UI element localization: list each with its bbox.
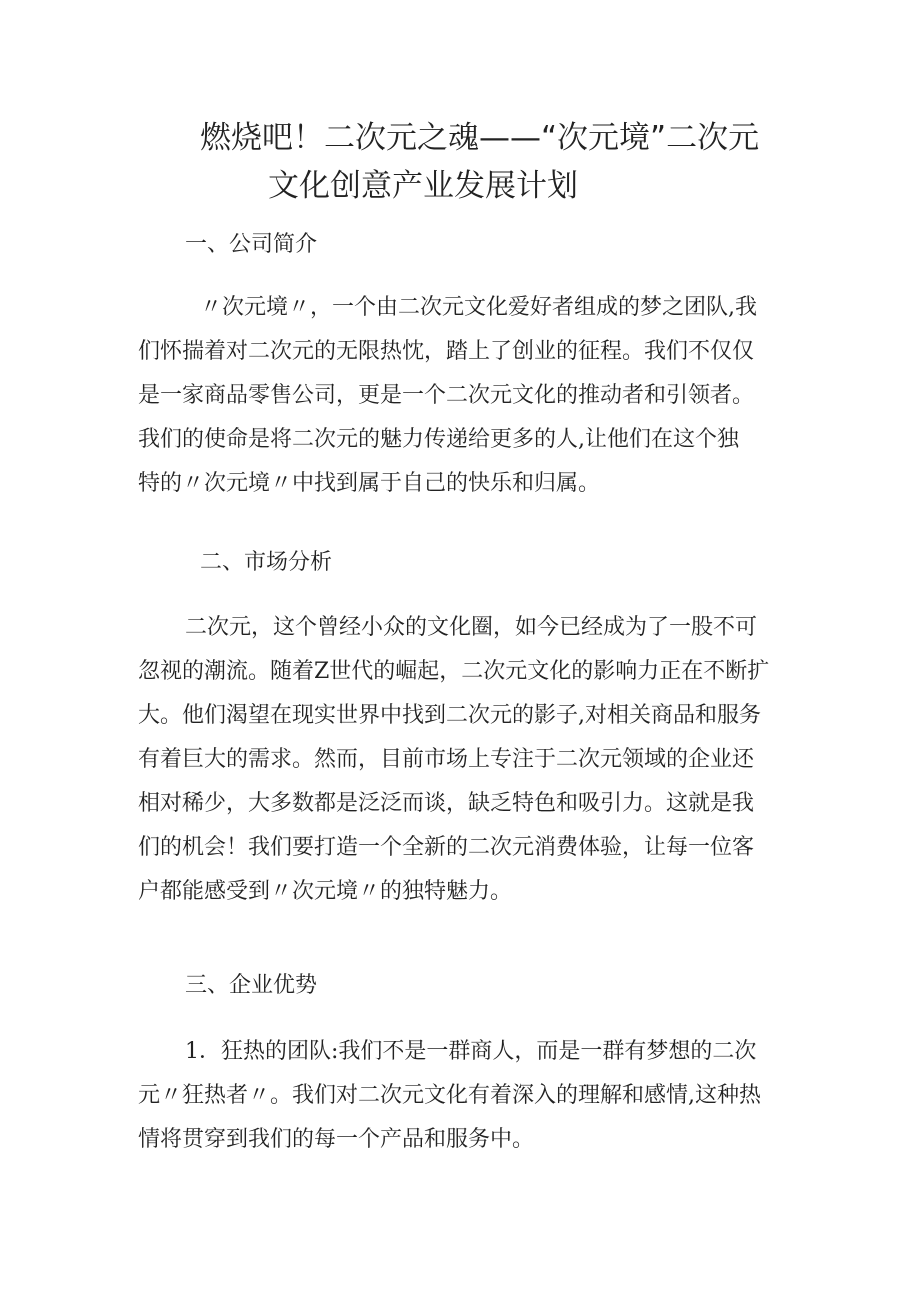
paragraph-company-profile <box>138 286 798 506</box>
paragraph-line: 们怀揣着对二次元的无限热忱，踏上了创业的征程。我们不仅仅 <box>138 339 755 364</box>
paragraph-advantage-1 <box>138 1030 798 1162</box>
document-title-line-2: 文化创意产业发展计划 <box>268 168 578 204</box>
section-heading-company-profile: 一、公司简介 <box>185 232 318 257</box>
paragraph-line: 特的〃次元境〃中找到属于自己的快乐和归属。 <box>138 471 601 496</box>
paragraph-line: 忽视的潮流。随着Z世代的崛起，二次元文化的影响力正在不断扩 <box>138 659 770 684</box>
paragraph-line: 我们的使命是将二次元的魅力传递给更多的人,让他们在这个独 <box>138 427 739 452</box>
paragraph-line: 是一家商品零售公司，更是一个二次元文化的推动者和引领者。 <box>138 383 755 408</box>
paragraph-line: 户都能感受到〃次元境〃的独特魅力。 <box>138 879 513 904</box>
paragraph-market-analysis <box>138 606 798 914</box>
section-heading-advantages: 三、企业优势 <box>185 973 318 998</box>
paragraph-line: 元〃狂热者〃。我们对二次元文化有着深入的理解和感情,这种热 <box>138 1083 761 1108</box>
paragraph-line: 情将贯穿到我们的每一个产品和服务中。 <box>138 1127 535 1152</box>
section-heading-market-analysis: 二、市场分析 <box>200 550 333 575</box>
paragraph-line: 〃次元境〃，一个由二次元文化爱好者组成的梦之团队,我 <box>200 295 757 320</box>
paragraph-line: 二次元，这个曾经小众的文化圈，如今已经成为了一股不可 <box>185 615 758 640</box>
paragraph-line: 大。他们渴望在现实世界中找到二次元的影子,对相关商品和服务 <box>138 703 761 728</box>
paragraph-line: 有着巨大的需求。然而，目前市场上专注于二次元领域的企业还 <box>138 747 755 772</box>
paragraph-line: 相对稀少，大多数都是泛泛而谈，缺乏特色和吸引力。这就是我 <box>138 791 755 816</box>
document-title-line-1: 燃烧吧！二次元之魂——“次元境”二次元 <box>200 120 760 156</box>
paragraph-line: 1．狂热的团队:我们不是一群商人，而是一群有梦想的二次 <box>185 1039 757 1064</box>
paragraph-line: 们的机会！我们要打造一个全新的二次元消费体验，让每一位客 <box>138 835 755 860</box>
